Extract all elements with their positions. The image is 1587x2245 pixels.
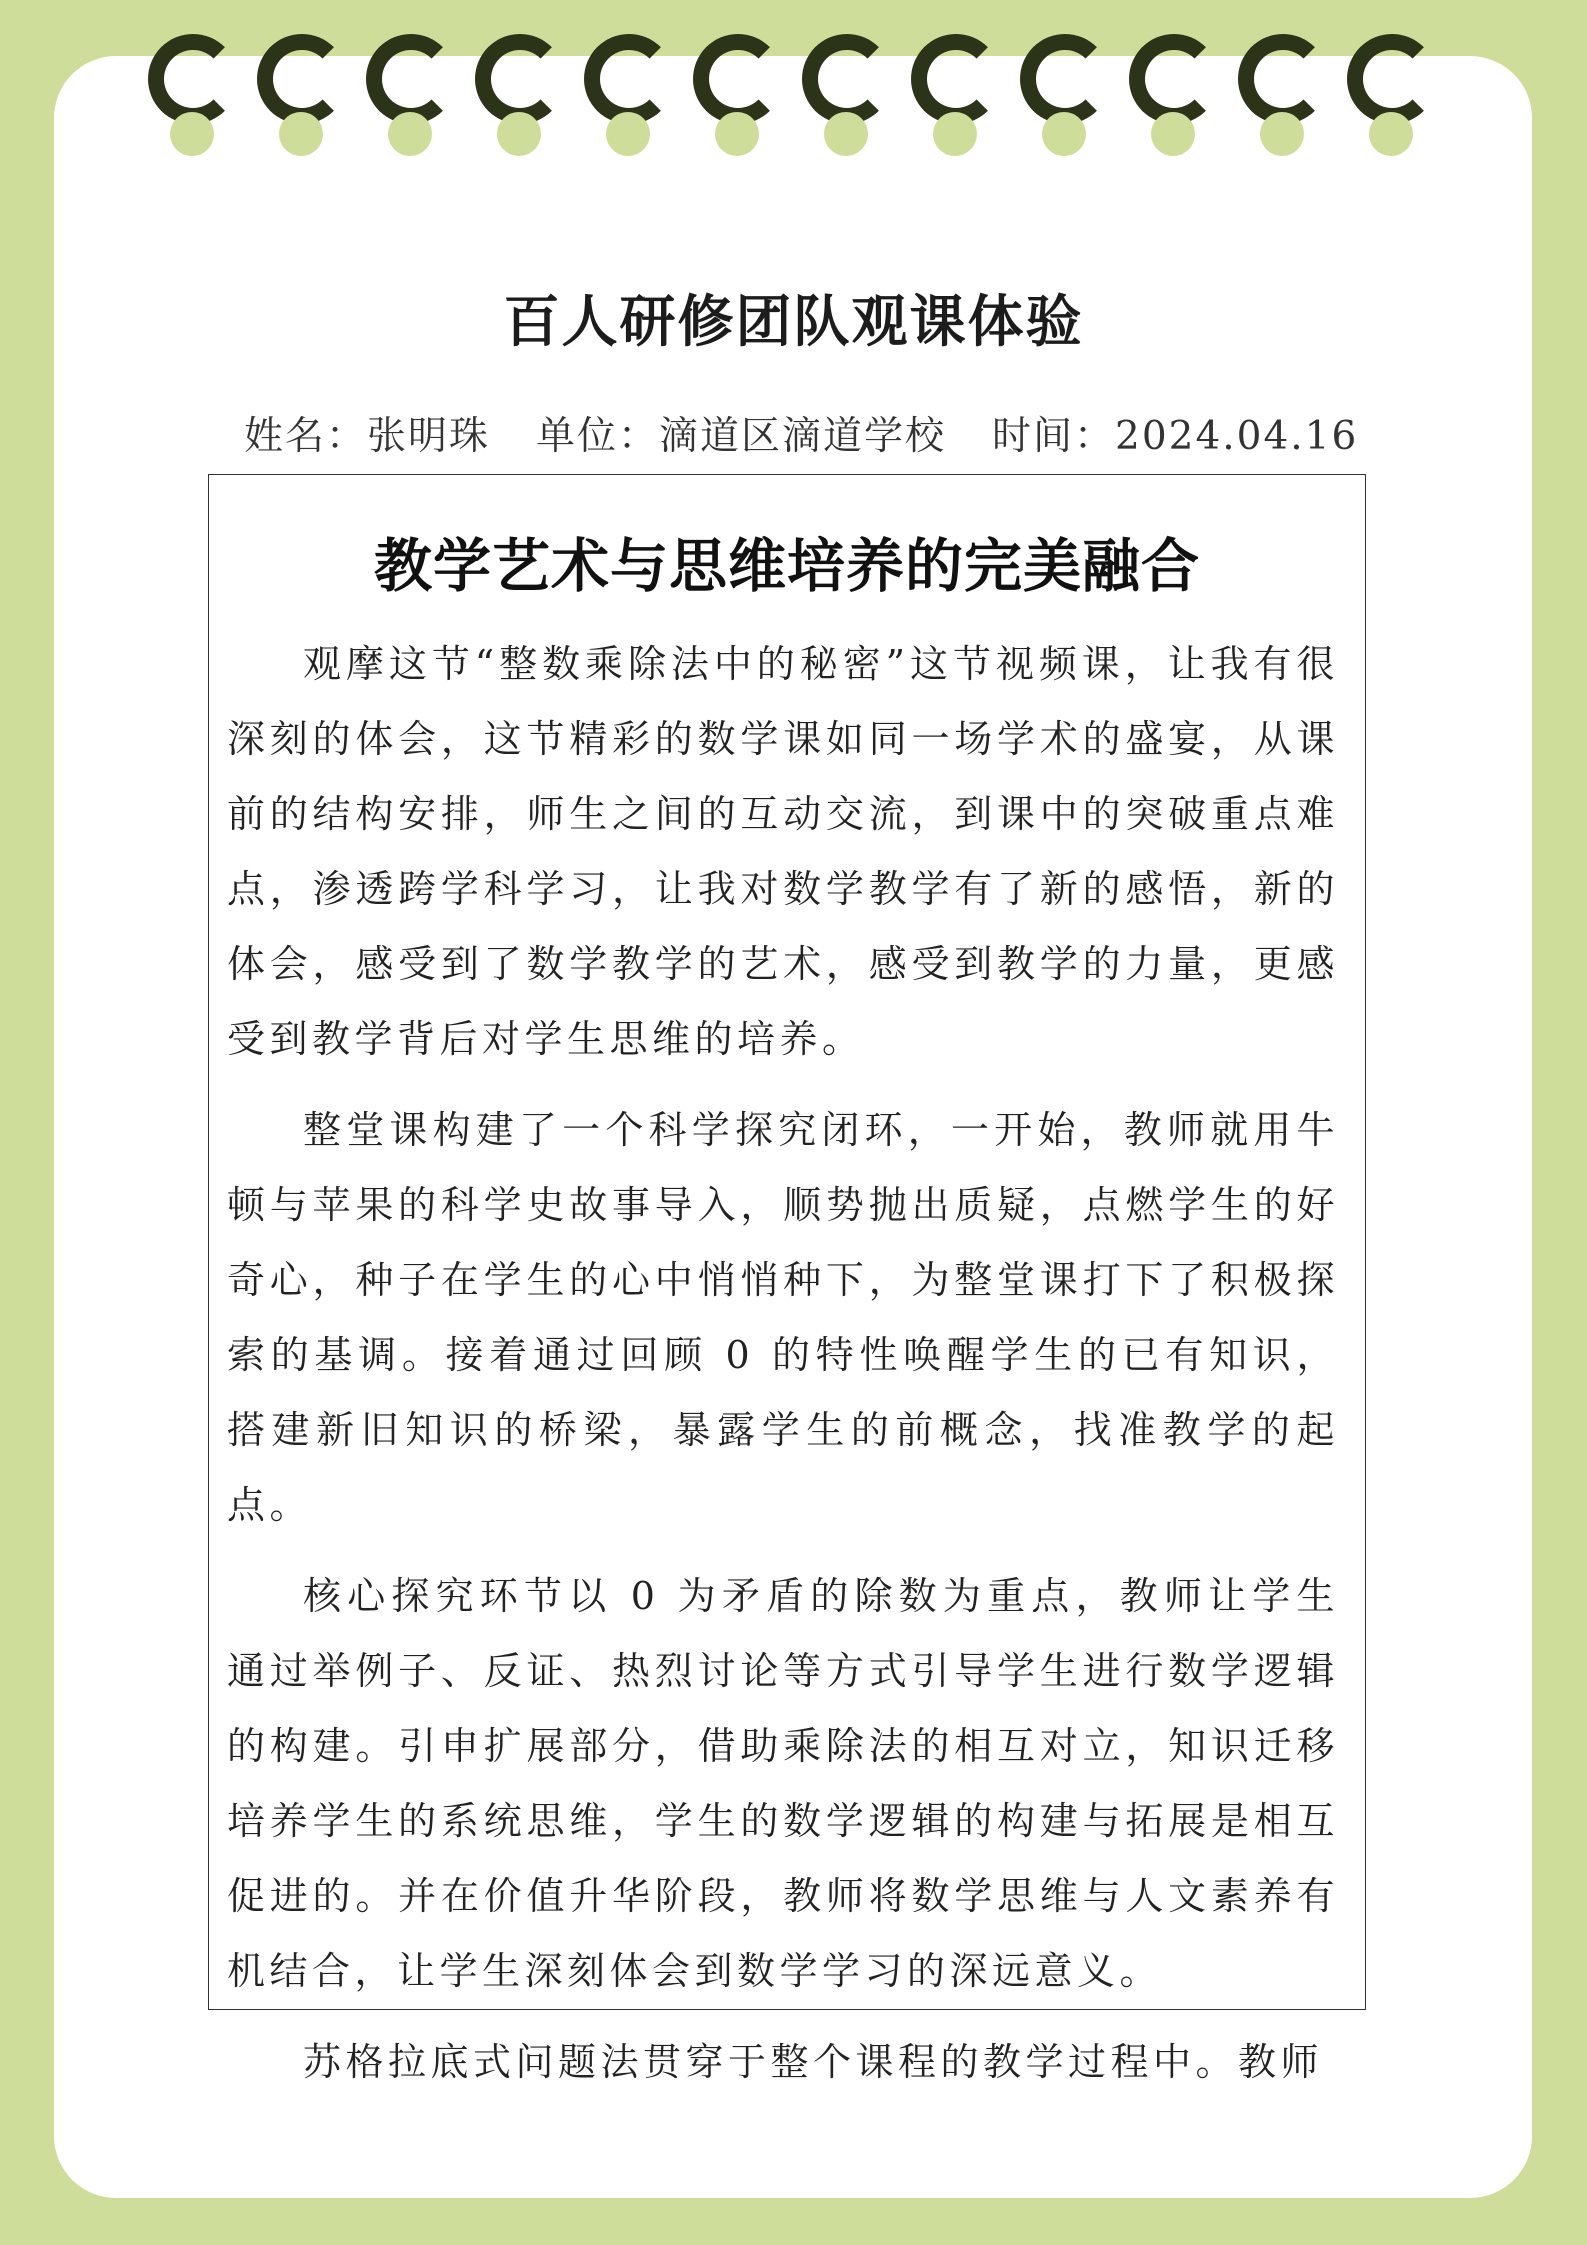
paragraph: 整堂课构建了一个科学探究闭环，一开始，教师就用牛顿与苹果的科学史故事导入，顺势抛出质疑，点燃学生的好奇心，种子在学生的心中悄悄种下，为整堂课打下了积极探索的基调。接着通过回顾 0 的特性唤醒学生的已有知识，搭建新旧知识的桥梁，暴露学生的前概念，找准教学的起点。 — [227, 1108, 1339, 1527]
paragraph: 观摩这节“整数乘除法中的秘密”这节视频课，让我有很深刻的体会，这节精彩的数学课如同一场学术的盛宴，从课前的结构安排，师生之间的互动交流，到课中的突破重点难点，渗透跨学科学习，让我对数学教学有了新的感悟，新的体会，感受到了数学教学的艺术，感受到教学的力量，更感受到教学背后对学生思维的培养。 — [227, 642, 1339, 1061]
paragraph: 苏格拉底式问题法贯穿于整个课程的教学过程中。教师 — [303, 2040, 1324, 2084]
author-info — [244, 405, 1364, 461]
paragraph: 核心探究环节以 0 为矛盾的除数为重点，教师让学生通过举例子、反证、热烈讨论等方式引导学生进行数学逻辑的构建。引申扩展部分，借助乘除法的相互对立，知识迁移培养学生的系统思维，学生的数学逻辑的构建与拓展是相互促进的。并在价值升华阶段，教师将数学思维与人文素养有机结合，让学生深刻体会到数学学习的深远意义。 — [227, 1574, 1339, 1993]
page-title: 百人研修团队观课体验 — [503, 289, 1084, 355]
article-title: 教学艺术与思维培养的完美融合 — [373, 532, 1200, 600]
binder-rings — [0, 0, 1587, 160]
article-box — [208, 474, 1366, 2084]
date: 时间：2024.04.16 — [992, 414, 1359, 459]
author-unit: 单位：滴道区滴道学校 — [536, 414, 947, 459]
author-name: 姓名：张明珠 — [244, 414, 491, 459]
article-body — [227, 627, 1339, 2116]
